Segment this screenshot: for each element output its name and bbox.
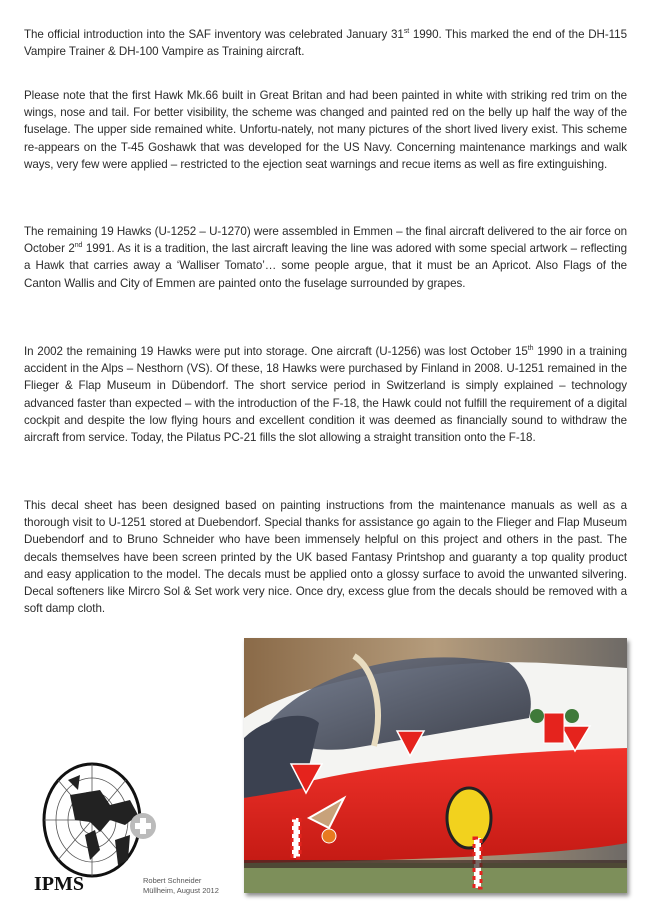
ordinal-suffix: th [527, 345, 534, 352]
livery-paragraph: Please note that the first Hawk Mk.66 built in Great Britan and had been painted in white with striking red trim on the wings, nose and tail. For better visibility, the scheme was changed and painted red on the belly up half the way of the fuselage. The upper side remained white. Unfortu-nately, not many pictures of the short lived livery exist. This scheme re-appears on the T-45 Goshawk that was developed for the US Navy. Concerning maintenance markings and walk ways, very few were applied – restricted to the ejection seat warnings and recue items as well as fire extinguishing. [24, 89, 627, 171]
canton-flag-emblem [544, 713, 564, 743]
grapes-emblem [565, 709, 579, 723]
place-and-date: Müllheim, August 2012 [143, 886, 219, 895]
text-run: 1990. This marked the end of the DH-115 Vampire Trainer & DH-100 Vampire as Training aircraft. [24, 28, 627, 59]
ordinal-suffix: nd [74, 242, 83, 250]
logo-text: IPMS [34, 873, 84, 895]
ordinal-suffix: st [403, 28, 410, 35]
yellow-access-panel [447, 788, 491, 848]
text-run: 1991. As it is a tradition, the last aircraft leaving the line was adored with some special artwork – reflecting a Hawk that carries away a ‘Walliser Tomato’… some people argue, that it must be an Apricot. Also Flags of the Canton Wallis and City of Emmen are painted onto the fuselage surrounded by grapes. [24, 242, 627, 290]
apricot-artwork [322, 829, 336, 843]
ipms-logo [30, 760, 160, 895]
text-run: 1990 in a training accident in the Alps – Nesthorn (VS). Of these, 18 Hawks were purchased by Finland in 2008. U-1251 remained in the Flieger & Flap Museum in Dübendorf. The short service period in Switzerland is simply explained – technology advanced faster than expected – with the introduction of the F-18, the Hawk could not fulfill the requirement of a digital cockpit and despite the low flying hours and excellent condition it was deemed as financially sound to withdraw the aircraft from service. Today, the Pilatus PC-21 fills the slot allowing a straight transition onto the F-18. [24, 345, 627, 445]
assembly-paragraph [24, 223, 627, 292]
decal-sheet-paragraph: This decal sheet has been designed based on painting instructions from the maintenance manuals as well as a thorough visit to U-1251 stored at Duebendorf. Special thanks for assistance go again to the Flieger and Flap Museum Duebendorf and to Bruno Schneider who have been immensely helpful on this project and others in the past. The decals themselves have been screen printed by the UK based Fantasy Printshop and guaranty a top quality product and easy application to the model. The decals must be applied onto a glossy surface to avoid the unwanted silvering. Decal softeners like Mircro Sol & Set work very nice. Once dry, excess glue from the decals should be removed with a soft damp cloth. [24, 499, 627, 616]
aircraft-illustration [244, 638, 627, 893]
author-name: Robert Schneider [143, 876, 202, 885]
storage-paragraph [24, 343, 627, 446]
grapes-emblem [530, 709, 544, 723]
text-run: The remaining 19 Hawks (U-1252 – U-1270) were assembled in Emmen – the final aircraft delivered to the air force on October 2 [24, 225, 627, 256]
text-run: The official introduction into the SAF inventory was celebrated January 31 [24, 28, 404, 41]
undercarriage-shadow [244, 860, 627, 868]
text-run: In 2002 the remaining 19 Hawks were put into storage. One aircraft (U-1256) was lost October 15 [24, 345, 528, 358]
globe-with-swiss-cross-icon [30, 760, 160, 895]
author-credit [143, 876, 219, 896]
intro-paragraph [24, 26, 627, 60]
remove-before-flight-tag [292, 818, 300, 858]
aircraft-nose-photo [244, 638, 627, 893]
